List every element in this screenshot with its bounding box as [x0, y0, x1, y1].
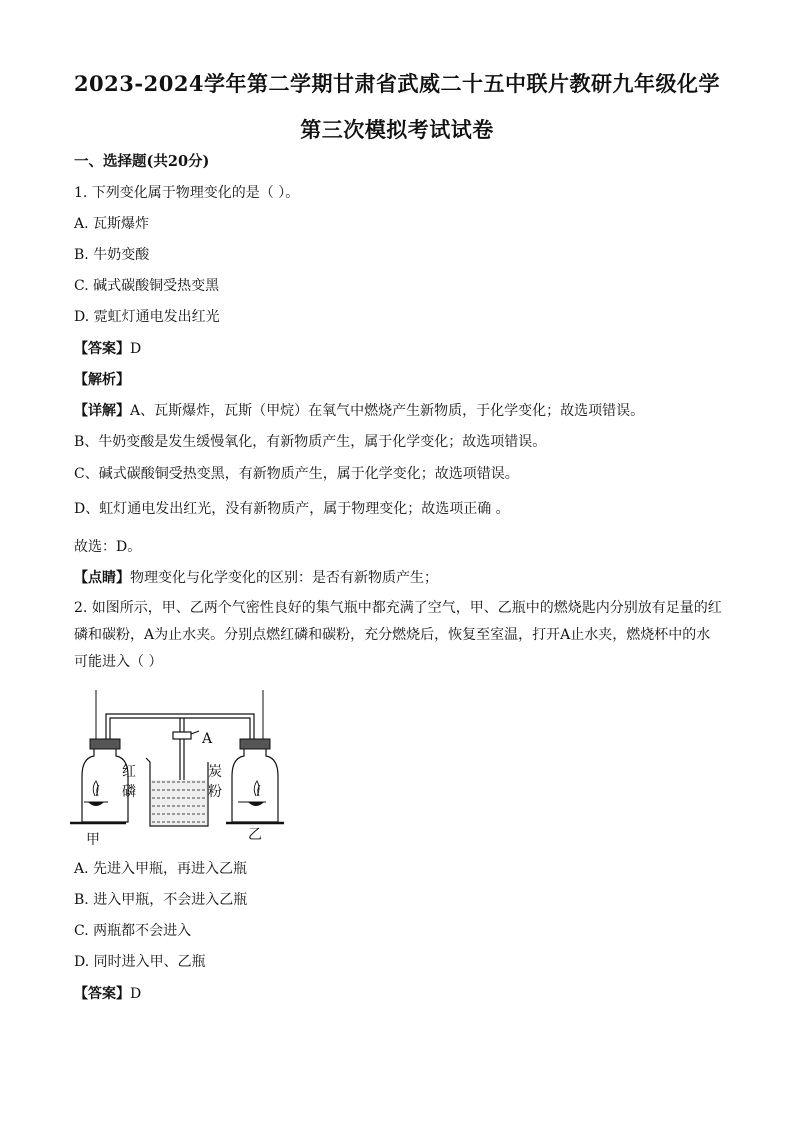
q1-stem: 1. 下列变化属于物理变化的是（ ）。 — [74, 185, 300, 201]
bottle-yi — [232, 739, 278, 822]
q1-analysis-label: 【解析】 — [74, 372, 130, 388]
q1-option-b: B. 牛奶变酸 — [74, 247, 150, 263]
answer-label: 【答案】 — [74, 986, 130, 1002]
detail-a-text: A、瓦斯爆炸，瓦斯（甲烷）在氧气中燃烧产生新物质，于化学变化；故选项错误。 — [130, 403, 645, 419]
q1-choose: 故选：D。 — [74, 539, 142, 555]
comment-label: 【点睛】 — [74, 570, 130, 586]
section-heading: 一、选择题(共20分) — [74, 153, 210, 170]
label-powder: 粉 — [208, 784, 222, 800]
q1-answer — [74, 338, 141, 358]
label-a: A — [202, 731, 213, 747]
experiment-apparatus-figure — [66, 684, 286, 854]
q2-option-d: D. 同时进入甲、乙瓶 — [74, 954, 206, 970]
answer-value: D — [130, 341, 142, 357]
q1-detail-c: C、碱式碳酸铜受热变黑，有新物质产生，属于化学变化；故选项错误。 — [74, 466, 519, 482]
q1-option-a: A. 瓦斯爆炸 — [74, 216, 150, 232]
answer-label: 【答案】 — [74, 341, 130, 357]
q2-stem: 2. 如图所示，甲、乙两个气密性良好的集气瓶中都充满了空气，甲、乙瓶中的燃烧匙内分别放有足量的红磷和碳粉，A为止水夹。分别点燃红磷和碳粉，充分燃烧后，恢复至室温，打开A止水夹，燃烧杯中的水可能进入（ ） — [74, 600, 722, 670]
label-phosphorus: 磷 — [122, 784, 136, 800]
bottle-jia — [82, 739, 128, 822]
doc-title-line2: 第三次模拟考试试卷 — [300, 117, 494, 142]
q1-option-d: D. 霓虹灯通电发出红光 — [74, 309, 220, 325]
q1-detail-d: D、虹灯通电发出红光，没有新物质产，属于物理变化；故选项正确 。 — [74, 501, 510, 517]
clamp-a — [173, 731, 199, 739]
beaker — [146, 758, 208, 826]
detail-label: 【详解】 — [74, 403, 130, 419]
answer-value: D — [130, 986, 142, 1002]
q2-option-a: A. 先进入甲瓶，再进入乙瓶 — [74, 861, 248, 877]
q1-comment — [74, 567, 438, 587]
label-yi: 乙 — [248, 827, 262, 843]
q1-detail-a — [74, 400, 644, 420]
q2-option-b: B. 进入甲瓶，不会进入乙瓶 — [74, 892, 248, 908]
doc-title-line1: 2023-2024学年第二学期甘肃省武威二十五中联片教研九年级化学 — [73, 71, 721, 96]
label-carbon: 炭 — [208, 764, 222, 780]
q2-answer — [74, 983, 141, 1003]
label-red: 红 — [122, 764, 136, 780]
comment-text: 物理变化与化学变化的区别：是否有新物质产生； — [130, 570, 438, 586]
q1-detail-b: B、牛奶变酸是发生缓慢氧化，有新物质产生，属于化学变化；故选项错误。 — [74, 434, 547, 450]
q1-option-c: C. 碱式碳酸铜受热变黑 — [74, 278, 220, 294]
label-jia: 甲 — [86, 832, 100, 848]
q2-option-c: C. 两瓶都不会进入 — [74, 923, 192, 939]
